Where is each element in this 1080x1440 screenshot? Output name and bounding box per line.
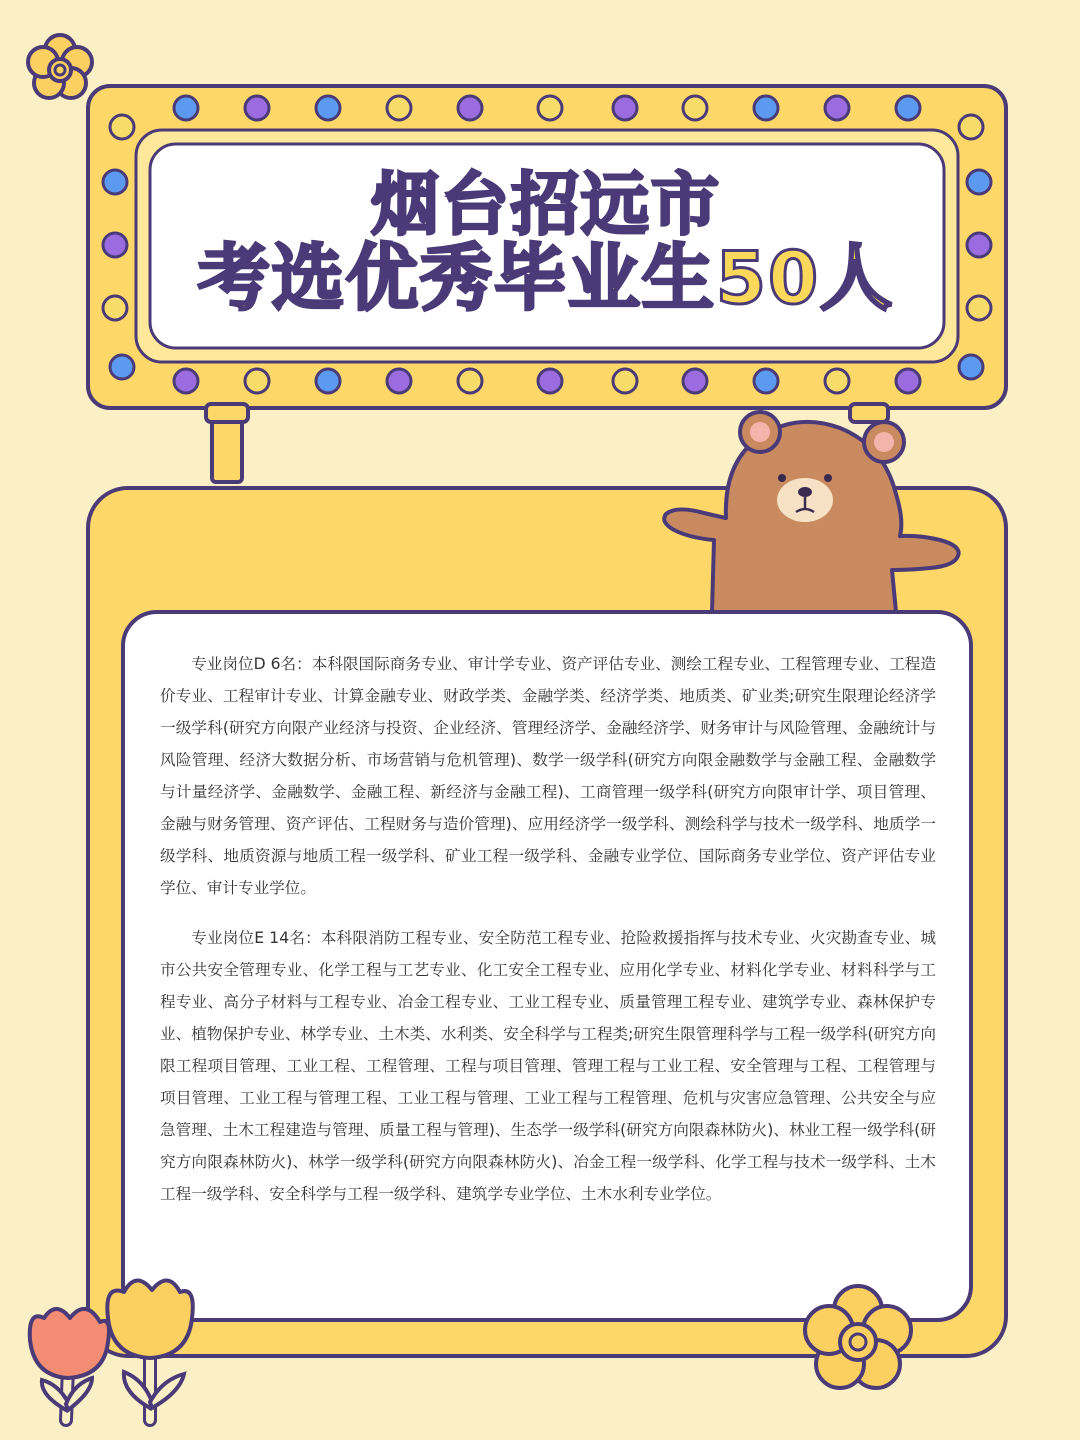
- title-line-2: 考选优秀毕业生50人: [197, 235, 895, 320]
- title-box: [160, 148, 932, 338]
- flower-icon: [28, 35, 92, 98]
- position-d-paragraph: 专业岗位D 6名：本科限国际商务专业、审计学专业、资产评估专业、测绘工程专业、工程管理专业、工程造价专业、工程审计专业、计算金融专业、财政学类、金融学类、经济学类、地质类、矿业类;研究生限理论经济学一级学科(研究方向限产业经济与投资、企业经济、管理经济学、金融经济学、财务审计与风险管理、金融统计与风险管理、经济大数据分析、市场营销与危机管理)、数学一级学科(研究方向限金融数学与金融工程、金融数学与计量经济学、金融数学、金融工程、新经济与金融工程)、工商管理一级学科(研究方向限审计学、项目管理、金融与财务管理、资产评估、工程财务与造价管理)、应用经济学一级学科、测绘科学与技术一级学科、地质学一级学科、地质资源与地质工程一级学科、矿业工程一级学科、金融专业学位、国际商务专业学位、资产评估专业学位、审计专业学位。: [160, 655, 936, 897]
- position-e-paragraph: 专业岗位E 14名：本科限消防工程专业、安全防范工程专业、抢险救援指挥与技术专业、火灾勘查专业、城市公共安全管理专业、化学工程与工艺专业、化工安全工程专业、应用化学专业、材料化学专业、材料科学与工程专业、高分子材料与工程专业、冶金工程专业、工业工程专业、质量管理工程专业、建筑学专业、森林保护专业、植物保护专业、林学专业、土木类、水利类、安全科学与工程类;研究生限管理科学与工程一级学科(研究方向限工程项目管理、工业工程、工程管理、工程与项目管理、管理工程与工业工程、安全管理与工程、工程管理与项目管理、工业工程与管理工程、工业工程与管理、工业工程与工程管理、危机与灾害应急管理、公共安全与应急管理、土木工程建造与管理、质量工程与管理)、生态学一级学科(研究方向限森林防火)、林业工程一级学科(研究方向限森林防火)、林学一级学科(研究方向限森林防火)、冶金工程一级学科、化学工程与技术一级学科、土木工程一级学科、安全科学与工程一级学科、建筑学专业学位、土木水利专业学位。: [160, 929, 936, 1203]
- tulip-icon: [30, 1309, 109, 1420]
- content-text: [160, 648, 936, 1228]
- title-line-1: 烟台招远市: [370, 165, 721, 245]
